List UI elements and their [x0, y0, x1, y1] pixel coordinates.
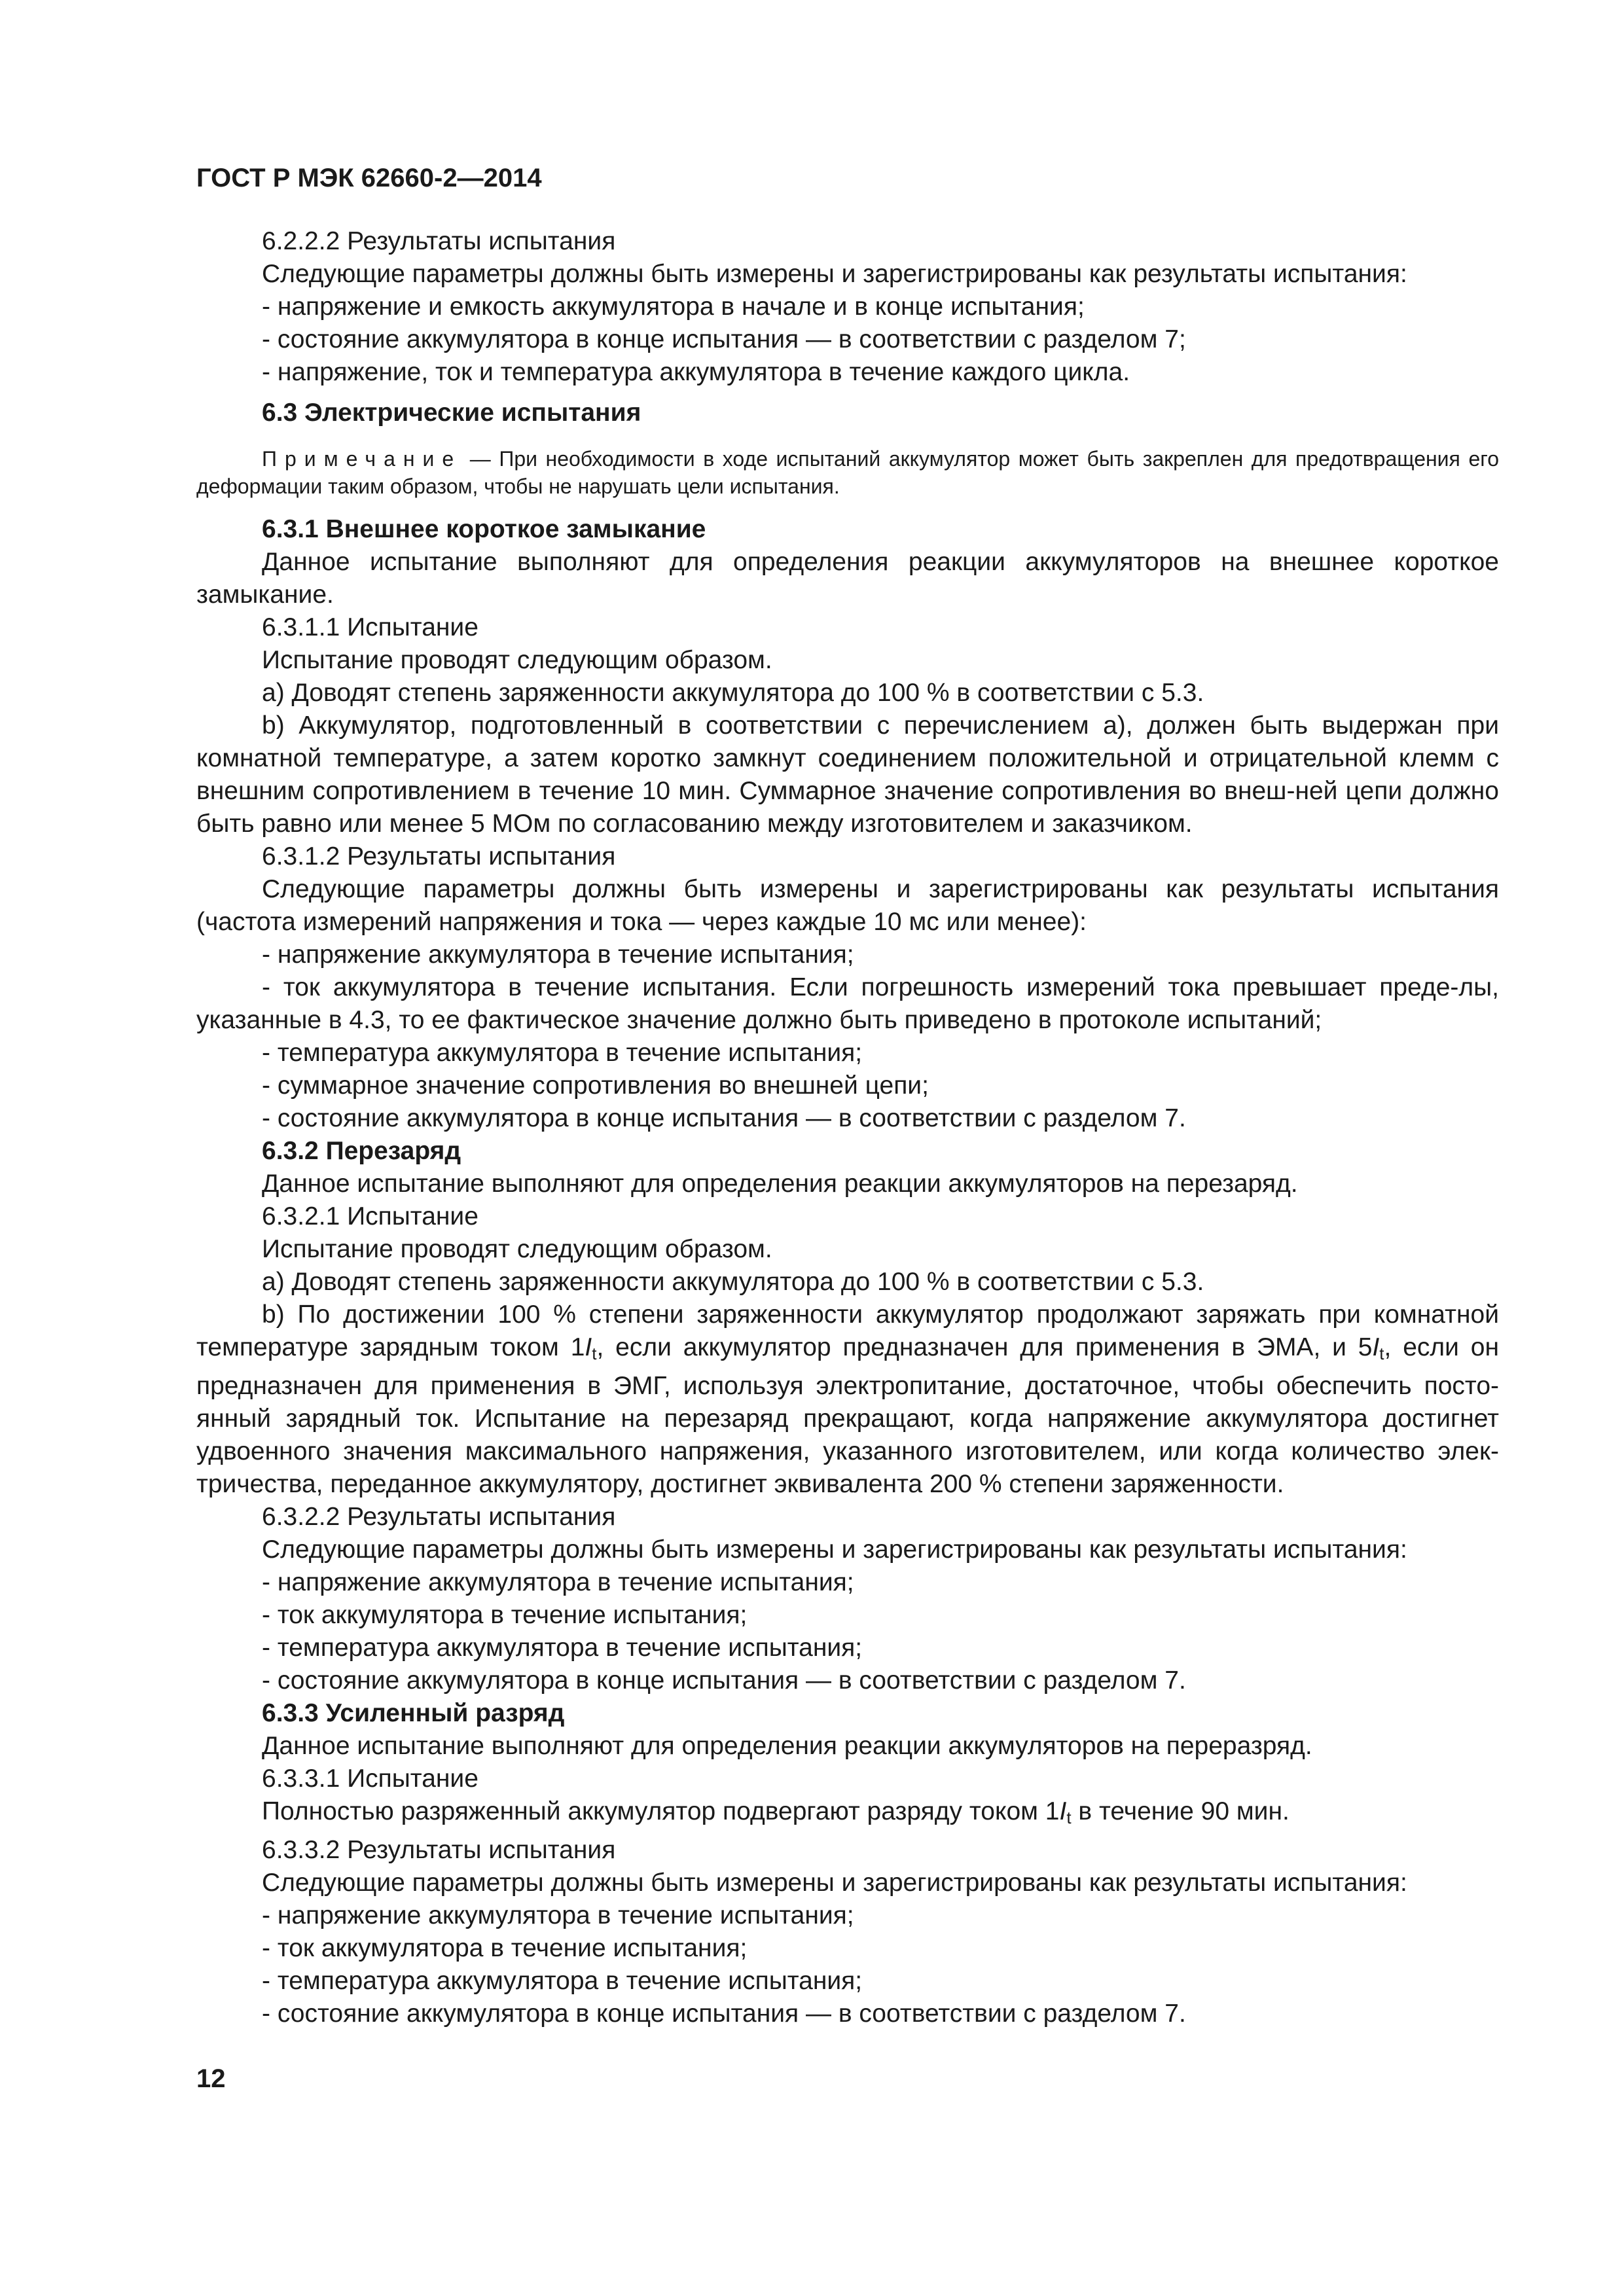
list-item: - температура аккумулятора в течение испытания;	[262, 1039, 863, 1067]
paragraph-6-3-2-1-lead: Испытание проводят следующим образом.	[262, 1235, 772, 1263]
list-item: - ток аккумулятора в течение испытания;	[262, 1601, 748, 1629]
paragraph-6-3-2-1-b	[196, 1299, 1499, 1501]
list-item: - состояние аккумулятора в конце испытания — в соответствии с разделом 7.	[262, 1666, 1186, 1695]
text-run: , если аккумулятор предназначен для применения в ЭМА, и 5	[596, 1333, 1373, 1361]
note	[196, 445, 1499, 500]
page-content	[196, 162, 1499, 2030]
current-symbol: I	[1059, 1797, 1067, 1825]
list-item: - напряжение, ток и температура аккумулятора в течение каждого цикла.	[262, 358, 1130, 386]
current-symbol: I	[1372, 1333, 1380, 1361]
list-item: - состояние аккумулятора в конце испытания — в соответствии с разделом 7.	[262, 2000, 1186, 2028]
list-item: - температура аккумулятора в течение испытания;	[262, 1634, 863, 1662]
current-subscript: t	[592, 1344, 597, 1363]
paragraph-results-intro: Следующие параметры должны быть измерены и зарегистрированы как результаты испытания:	[262, 260, 1407, 288]
list-item: - напряжение аккумулятора в течение испытания;	[262, 941, 854, 969]
subsection-title-6-2-2-2: 6.2.2.2 Результаты испытания	[262, 227, 616, 255]
text-run: b) По достижении 100 % степени заряженности аккумулятор продолжают заряжать при комнатной температуре зарядным током 1	[196, 1300, 1499, 1361]
section-title-6-3: 6.3 Электрические испытания	[262, 399, 641, 427]
paragraph-6-3-3-1	[196, 1795, 1499, 1834]
list-item: - суммарное значение сопротивления во внешней цепи;	[262, 1071, 929, 1100]
subsection-title-6-3-3-2: 6.3.3.2 Результаты испытания	[262, 1836, 616, 1864]
note-label: Примечание	[262, 447, 462, 471]
paragraph-6-3-3-2-intro: Следующие параметры должны быть измерены и зарегистрированы как результаты испытания:	[262, 1869, 1407, 1897]
paragraph-6-3-1-1-a: а) Доводят степень заряженности аккумулятора до 100 % в соответствии с 5.3.	[262, 679, 1204, 707]
current-subscript: t	[1066, 1808, 1072, 1827]
section-title-6-3-1: 6.3.1 Внешнее короткое замыкание	[262, 515, 706, 543]
list-item: - напряжение аккумулятора в течение испытания;	[262, 1901, 854, 1929]
paragraph-6-3-3-intro: Данное испытание выполняют для определения реакции аккумуляторов на переразряд.	[262, 1732, 1312, 1760]
list-item: - состояние аккумулятора в конце испытания — в соответствии с разделом 7;	[262, 325, 1186, 353]
subsection-title-6-3-2-1: 6.3.2.1 Испытание	[262, 1202, 478, 1230]
section-title-6-3-2: 6.3.2 Перезаряд	[262, 1137, 461, 1165]
standard-header: ГОСТ Р МЭК 62660-2—2014	[196, 164, 542, 192]
paragraph-6-3-1-1-lead: Испытание проводят следующим образом.	[262, 646, 772, 674]
paragraph-6-3-2-1-a: а) Доводят степень заряженности аккумулятора до 100 % в соответствии с 5.3.	[262, 1268, 1204, 1296]
paragraph-6-3-1-2-intro: Следующие параметры должны быть измерены и зарегистрированы как результаты испытания (частота измерений напряжения и тока — через каждые 10 мс или менее):	[196, 875, 1499, 936]
paragraph-6-3-1-intro: Данное испытание выполняют для определения реакции аккумуляторов на внешнее короткое замыкание.	[196, 548, 1499, 609]
paragraph-6-3-1-1-b: b) Аккумулятор, подготовленный в соответствии с перечислением а), должен быть выдержан при комнатной температуре, а затем коротко замкнут соединением положительной и отрицательной клемм с внешним сопротивлением в течение 10 мин. Суммарное значение сопротивления во внеш-ней цепи должно быть равно или менее 5 МОм по согласованию между изготовителем и заказчиком.	[196, 711, 1499, 838]
text-run: , если он предназначен для применения в ЭМГ, используя электропитание, достаточное, чтобы обеспечить посто-янный зарядный ток. Испытание на перезаряд прекращают, когда напряжение аккумулятора достигнет удвоенного значения максимального напряжения, указанного изготовителем, или когда количество элек-тричества, переданное аккумулятору, достигнет эквивалента 200 % степени заряженности.	[196, 1333, 1499, 1498]
paragraph-6-3-2-2-intro: Следующие параметры должны быть измерены и зарегистрированы как результаты испытания:	[262, 1535, 1407, 1564]
header-spacer	[196, 194, 1499, 225]
list-item: - температура аккумулятора в течение испытания;	[262, 1967, 863, 1995]
page-number: 12	[196, 2064, 226, 2093]
list-item: - ток аккумулятора в течение испытания. Если погрешность измерений тока превышает преде-лы, указанные в 4.3, то ее фактическое значение должно быть приведено в протоколе испытаний;	[196, 973, 1499, 1034]
subsection-title-6-3-1-1: 6.3.1.1 Испытание	[262, 613, 478, 641]
list-item: - состояние аккумулятора в конце испытания — в соответствии с разделом 7.	[262, 1104, 1186, 1132]
section-title-6-3-3: 6.3.3 Усиленный разряд	[262, 1699, 565, 1727]
text-run: Полностью разряженный аккумулятор подвергают разряду током 1	[262, 1797, 1060, 1825]
subsection-title-6-3-2-2: 6.3.2.2 Результаты испытания	[262, 1503, 616, 1531]
list-item: - напряжение аккумулятора в течение испытания;	[262, 1568, 854, 1596]
paragraph-6-3-2-intro: Данное испытание выполняют для определения реакции аккумуляторов на перезаряд.	[262, 1170, 1298, 1198]
current-symbol: I	[585, 1333, 592, 1361]
subsection-title-6-3-3-1: 6.3.3.1 Испытание	[262, 1765, 478, 1793]
list-item: - напряжение и емкость аккумулятора в начале и в конце испытания;	[262, 293, 1085, 321]
current-subscript: t	[1379, 1344, 1384, 1363]
note-text: — При необходимости в ходе испытаний аккумулятор может быть закреплен для предотвращения его деформации таким образом, чтобы не нарушать цели испытания.	[196, 447, 1499, 498]
list-item: - ток аккумулятора в течение испытания;	[262, 1934, 748, 1962]
subsection-title-6-3-1-2: 6.3.1.2 Результаты испытания	[262, 842, 616, 870]
text-run: в течение 90 мин.	[1071, 1797, 1290, 1825]
